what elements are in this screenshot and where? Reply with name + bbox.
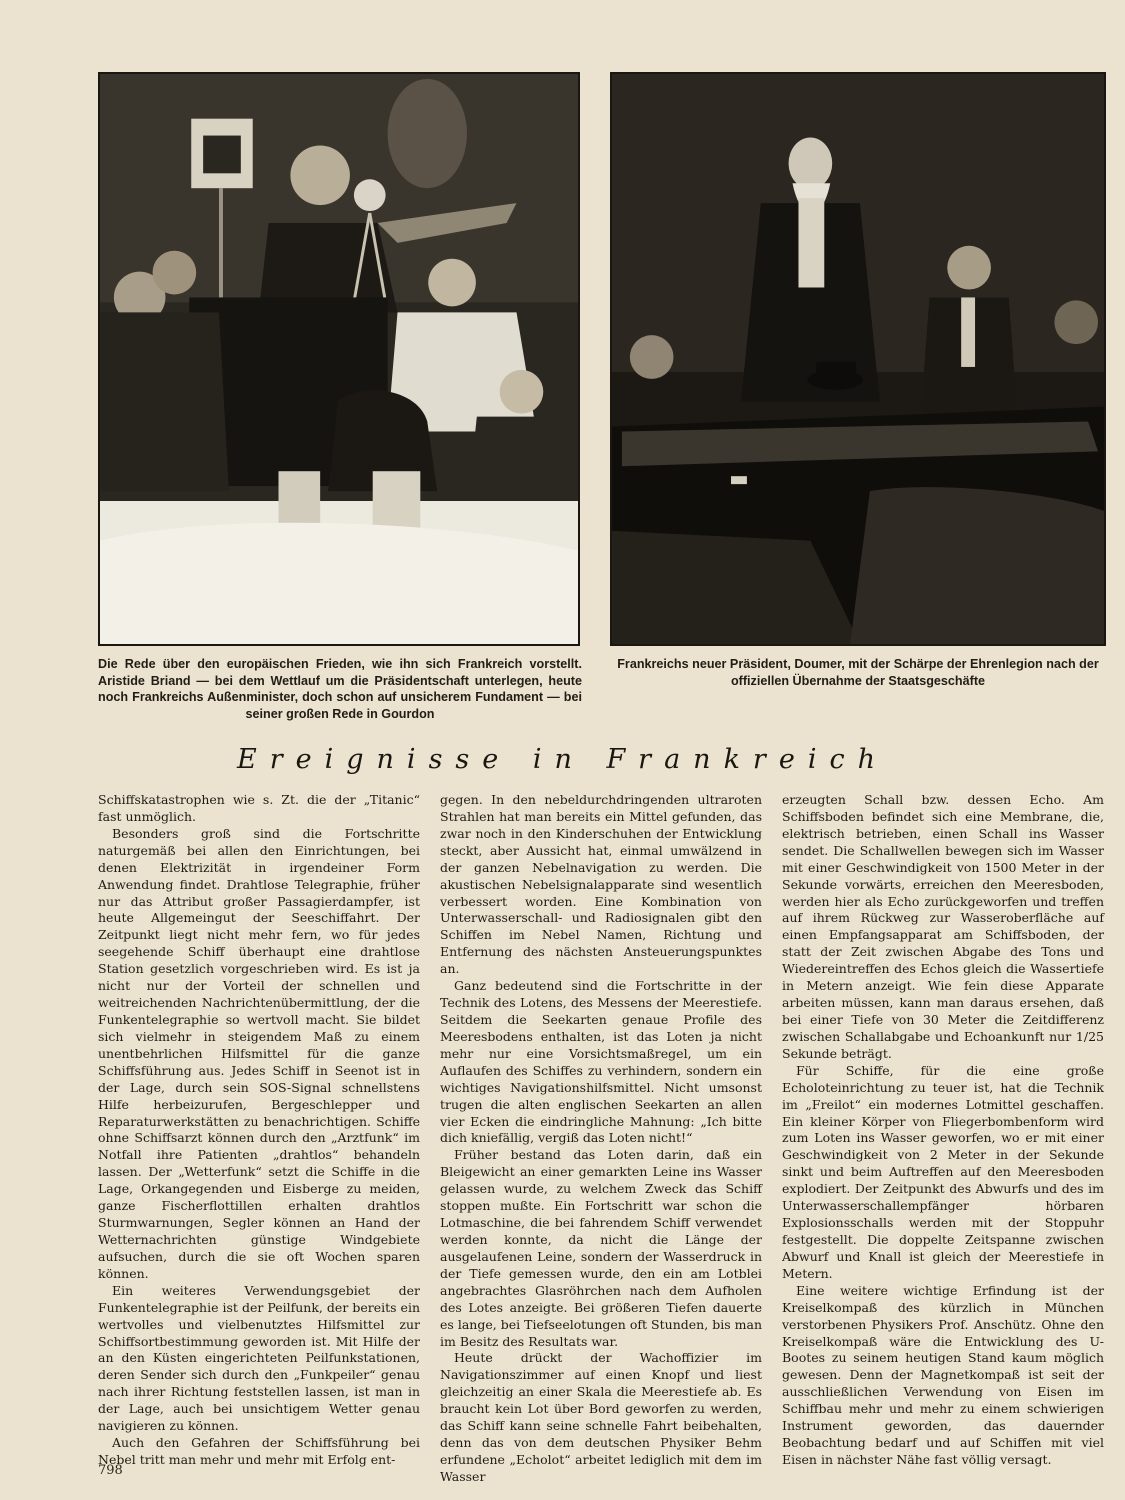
paragraph: Früher bestand das Loten darin, daß ein Bleigewicht an einer gemarkten Leine ins Wasser gelassen wurde, zu welchem Zweck das Schiff stoppen mußte. Ein Fortschritt war schon die Lotmaschine, die bei fahrendem Schiff verwendet werden konnte, da nicht die Länge der ausgelaufenen Leine, sondern der Wasserdruck in der Tiefe gemessen wurde, den ein am Lotblei angebrachtes Glasröhrchen nach dem Aufholen des Lotes anzeigte. Bei größeren Tiefen dauerte es lange, bei Tiefseelotungen oft Stunden, bis man im Besitz des Resultats war. xyxy=(440,1147,762,1349)
article-column-1 xyxy=(98,792,420,1467)
photo-briand-speech xyxy=(98,72,580,646)
article-column-3 xyxy=(782,792,1104,1467)
paragraph: Schiffskatastrophen wie s. Zt. die der „Titanic“ fast unmöglich. xyxy=(98,792,420,824)
paragraph: Besonders groß sind die Fortschritte naturgemäß bei allen den Einrichtungen, bei denen Elektrizität in irgendeiner Form Anwendung findet. Drahtlose Telegraphie, früher nur das Attribut großer Passagierdampfer, ist heute Allgemeingut der Seeschiffahrt. Der Zeitpunkt liegt nicht mehr fern, wo für jedes seegehende Schiff überhaupt eine drahtlose Station gesetzlich vorgeschrieben wird. Es ist ja nicht nur der Vorteil der schnellen und weitreichenden Nachrichtenübermittlung, der die Funkentelegraphie so wertvoll macht. Sie bildet sich vielmehr in steigendem Maß zu einem unentbehrlichen Hilfsmittel für die ganze Schiffsführung aus. Jedes Schiff in Seenot ist in der Lage, durch sein SOS-Signal schnellstens Hilfe herbeizurufen, Bergeschlepper und Reparaturwerkstätten zu benachrichtigen. Schiffe ohne Schiffsarzt können durch den „Arztfunk“ im Notfall ihre Patienten „drahtlos“ behandeln lassen. Der „Wetterfunk“ setzt die Schiffe in die Lage, Orkangegenden und Eisberge zu meiden, ganze Fischerflottillen erhalten drahtlos Sturmwarnungen, Segler können an Hand der Wetternachrichten günstige Windgebiete aufsuchen, durch die sie oft Wochen sparen können. xyxy=(98,825,420,1281)
photo-briand-speech-image xyxy=(100,74,578,644)
article-column-2 xyxy=(440,792,762,1484)
paragraph: Auch den Gefahren der Schiffsführung bei Nebel tritt man mehr und mehr mit Erfolg ent- xyxy=(98,1435,420,1467)
paragraph: Für Schiffe, für die eine große Echoloteinrichtung zu teuer ist, hat die Technik im „Freilot“ ein modernes Lotmittel geschaffen. Ein kleiner Körper von Fliegerbombenform wird zum Loten ins Wasser geworfen, wo er mit einer Geschwindigkeit von 2 Meter in der Sekunde sinkt und beim Auftreffen auf den Meeresboden explodiert. Der Zeitpunkt des Abwurfs und des im Unterwasserschallempfänger hörbaren Explosionsschalls werden mit der Stoppuhr festgestellt. Die doppelte Zeitspanne zwischen Abwurf und Knall ist gleich der Meerestiefe in Metern. xyxy=(782,1062,1104,1281)
photo-caption-left: Die Rede über den europäischen Frieden, wie ihn sich Frankreich vorstellt. Aristide Briand — bei dem Wettlauf um die Präsidentschaft unterlegen, heute noch Frankreichs Außenminister, doch schon auf unsicherem Fundament — bei seiner großen Rede in Gourdon xyxy=(98,657,582,721)
page-number: 798 xyxy=(98,1463,123,1478)
paragraph: erzeugten Schall bzw. dessen Echo. Am Schiffsboden befindet sich eine Membrane, die, elektrisch betrieben, einen Schall ins Wasser sendet. Die Schallwellen bewegen sich im Wasser mit einer Geschwindigkeit von 1500 Meter in der Sekunde vorwärts, erreichen den Meeresboden, werden hier als Echo zurückgeworfen und treffen auf ihrem Rückweg zur Wasseroberfläche auf einen Empfangsapparat am Schiffsboden, der statt der Zeit zwischen Abgabe des Tons und Wiedereintreffen des Echos gleich die Wassertiefe in Metern anzeigt. Wie fein diese Apparate arbeiten müssen, kann man daraus ersehen, daß bei einer Tiefe von 30 Meter die Zeitdifferenz zwischen Schallabgabe und Echoankunft nur 1/25 Sekunde beträgt. xyxy=(782,792,1104,1061)
paragraph: Eine weitere wichtige Erfindung ist der Kreiselkompaß des kürzlich in München verstorbenen Physikers Prof. Anschütz. Ohne den Kreiselkompaß wäre die Entwicklung des U-Bootes zu seinem heutigen Stand kaum möglich gewesen. Denn der Magnetkompaß ist seit der ausschließlichen Verwendung von Eisen im Schiffbau mehr und mehr zu einem schwierigen Instrument geworden, das dauernder Beobachtung bedarf und auf Schiffen mit viel Eisen in nächster Nähe fast völlig versagt. xyxy=(782,1282,1104,1467)
photo-caption-right: Frankreichs neuer Präsident, Doumer, mit der Schärpe der Ehrenlegion nach der offiziellen Übernahme der Staatsgeschäfte xyxy=(617,657,1099,688)
paragraph: gegen. In den nebeldurchdringenden ultraroten Strahlen hat man bereits ein Mittel gefunden, das zwar noch in den Kinderschuhen der Entwicklung steckt, aber Aussicht hat, einmal umwälzend in der ganzen Nebelnavigation zu werden. Die akustischen Nebelsignalapparate sind wesentlich verbessert worden. Eine Kombination von Unterwasserschall- und Radiosignalen gibt den Schiffen im Nebel Namen, Richtung und Entfernung des nächsten Ansteuerungspunktes an. xyxy=(440,792,762,977)
photo-doumer-car xyxy=(610,72,1106,646)
paragraph: Ein weiteres Verwendungsgebiet der Funkentelegraphie ist der Peilfunk, der bereits ein wertvolles und vielbenutztes Hilfsmittel zur Schiffsortbestimmung geworden ist. Mit Hilfe der an den Küsten eingerichteten Peilfunkstationen, deren Sender sich durch den „Funkpeiler“ genau nach ihrer Richtung feststellen lassen, ist man in der Lage, auch bei unsichtigem Wetter genau navigieren zu können. xyxy=(98,1282,420,1434)
photo-doumer-car-image xyxy=(612,74,1104,644)
paragraph: Ganz bedeutend sind die Fortschritte in der Technik des Lotens, des Messens der Meerestiefe. Seitdem die Seekarten genaue Profile des Meeresbodens enthalten, ist das Loten ja nicht mehr nur eine Vorsichtsmaßregel, um ein Auflaufen des Schiffes zu verhindern, sondern ein wichtiges Navigationshilfsmittel. Nicht umsonst trugen die alten englischen Seekarten an allen vier Ecken die eindringliche Mahnung: „Ich bitte dich kniefällig, vergiß das Loten nicht!“ xyxy=(440,978,762,1146)
paragraph: Heute drückt der Wachoffizier im Navigationszimmer auf einen Knopf und liest gleichzeitig an einer Skala die Meerestiefe ab. Es braucht kein Lot über Bord geworfen zu werden, das Schiff kann seine schnelle Fahrt beibehalten, denn das von dem deutschen Physiker Behm erfundene „Echolot“ arbeitet lediglich mit dem im Wasser xyxy=(440,1350,762,1484)
section-title: Ereignisse in Frankreich xyxy=(237,744,888,775)
